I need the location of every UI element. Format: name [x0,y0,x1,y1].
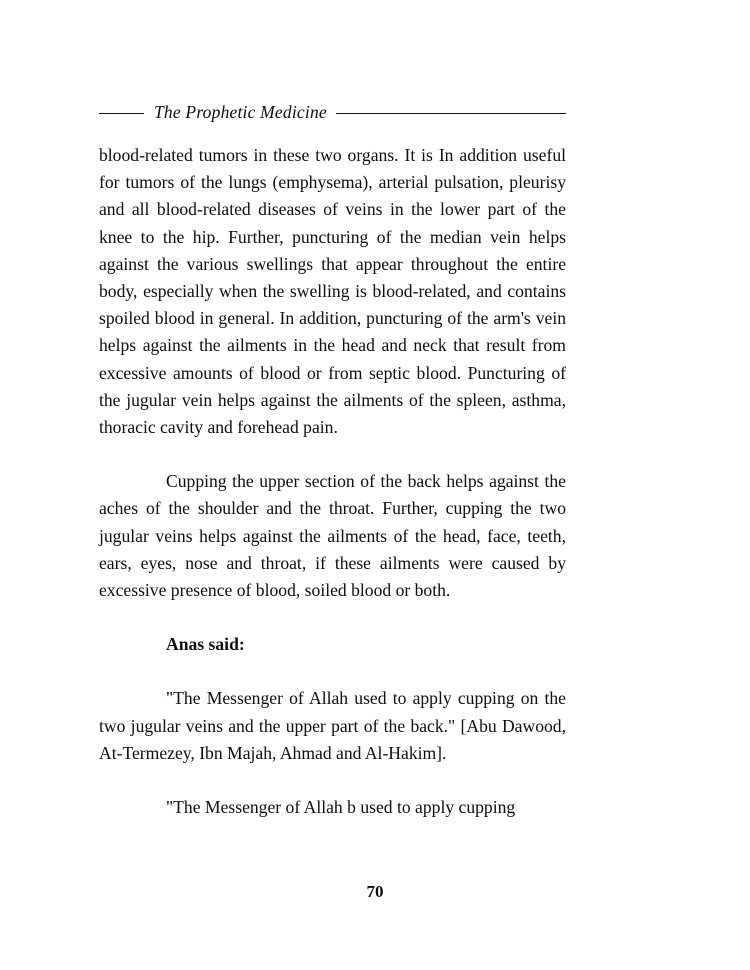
page-title: The Prophetic Medicine [154,102,327,123]
text-column [99,142,566,821]
running-header [99,100,566,126]
paragraph-quotation-1: "The Messenger of Allah used to apply cupping on the two jugular veins and the upper part of the back." [Abu Dawood, At-Termezey, Ibn Majah, Ahmad and Al-Hakim]. [99,688,566,763]
paragraph-attribution: Anas said: [166,634,245,655]
page-number: 70 [366,882,384,901]
paragraph-body-1: blood-related tumors in these two organs. It is In addition useful for tumors of the lungs (emphysema), arterial pulsation, pleurisy and all blood-related diseases of veins in the lower part of the knee to the hip. Further, puncturing of the median vein helps against the various swellings that appear throughout the entire body, especially when the swelling is blood-related, and contains spoiled blood in general. In addition, puncturing of the arm's vein helps against the ailments in the head and neck that result from excessive amounts of blood or from septic blood. Puncturing of the jugular vein helps against the ailments of the spleen, asthma, thoracic cavity and forehead pain. [99,145,566,438]
paragraph-body-2: Cupping the upper section of the back helps against the aches of the shoulder and the throat. Further, cupping the two jugular veins helps against the ailments of the head, face, teeth, ears, eyes, nose and throat, if these ailments were caused by excessive presence of blood, soiled blood or both. [99,471,566,601]
header-rule-right-icon [336,113,566,114]
paragraph-quotation-2: "The Messenger of Allah b used to apply cupping [166,797,516,818]
header-rule-left-icon [99,113,144,114]
